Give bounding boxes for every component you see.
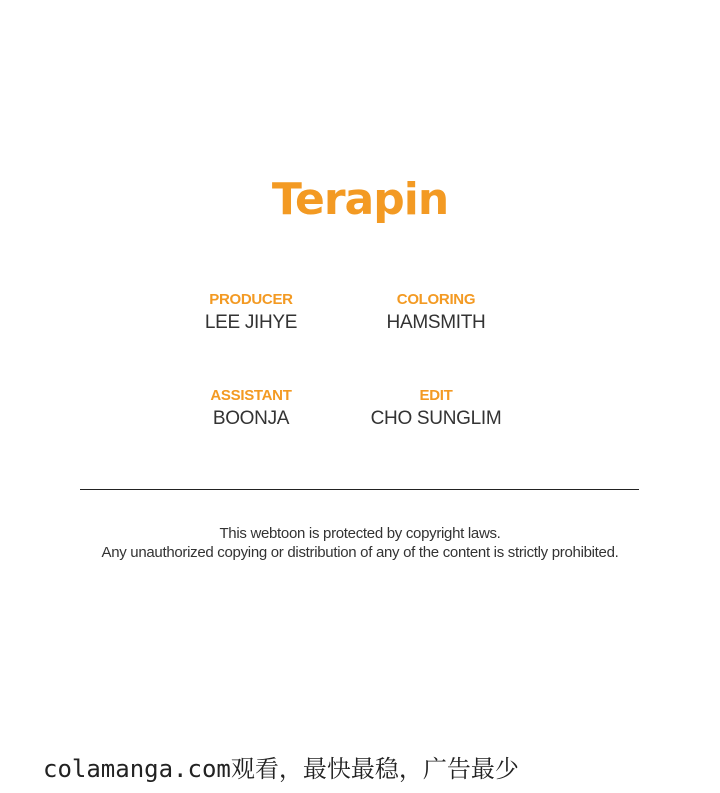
site-watermark: colamanga.com观看，最快最稳，广告最少 bbox=[43, 755, 519, 783]
credit-role-label: EDIT bbox=[419, 387, 453, 404]
terapin-logo: Terapin bbox=[271, 174, 449, 225]
credit-person-name: CHO SUNGLIM bbox=[370, 408, 502, 429]
credit-person-name: HAMSMITH bbox=[386, 312, 486, 333]
credit-role-label: COLORING bbox=[396, 291, 476, 308]
credit-edit bbox=[326, 386, 546, 432]
credit-person-name: LEE JIHYE bbox=[204, 312, 298, 333]
credit-coloring bbox=[326, 290, 546, 336]
credit-role-label: PRODUCER bbox=[209, 291, 293, 308]
divider-line bbox=[80, 489, 639, 490]
credit-person-name: BOONJA bbox=[212, 408, 290, 429]
credit-role-label: ASSISTANT bbox=[210, 387, 292, 404]
copyright-notice-line-1: This webtoon is protected by copyright laws. bbox=[219, 525, 501, 542]
copyright-notice-line-2: Any unauthorized copying or distribution of any of the content is strictly prohibited. bbox=[101, 544, 619, 561]
